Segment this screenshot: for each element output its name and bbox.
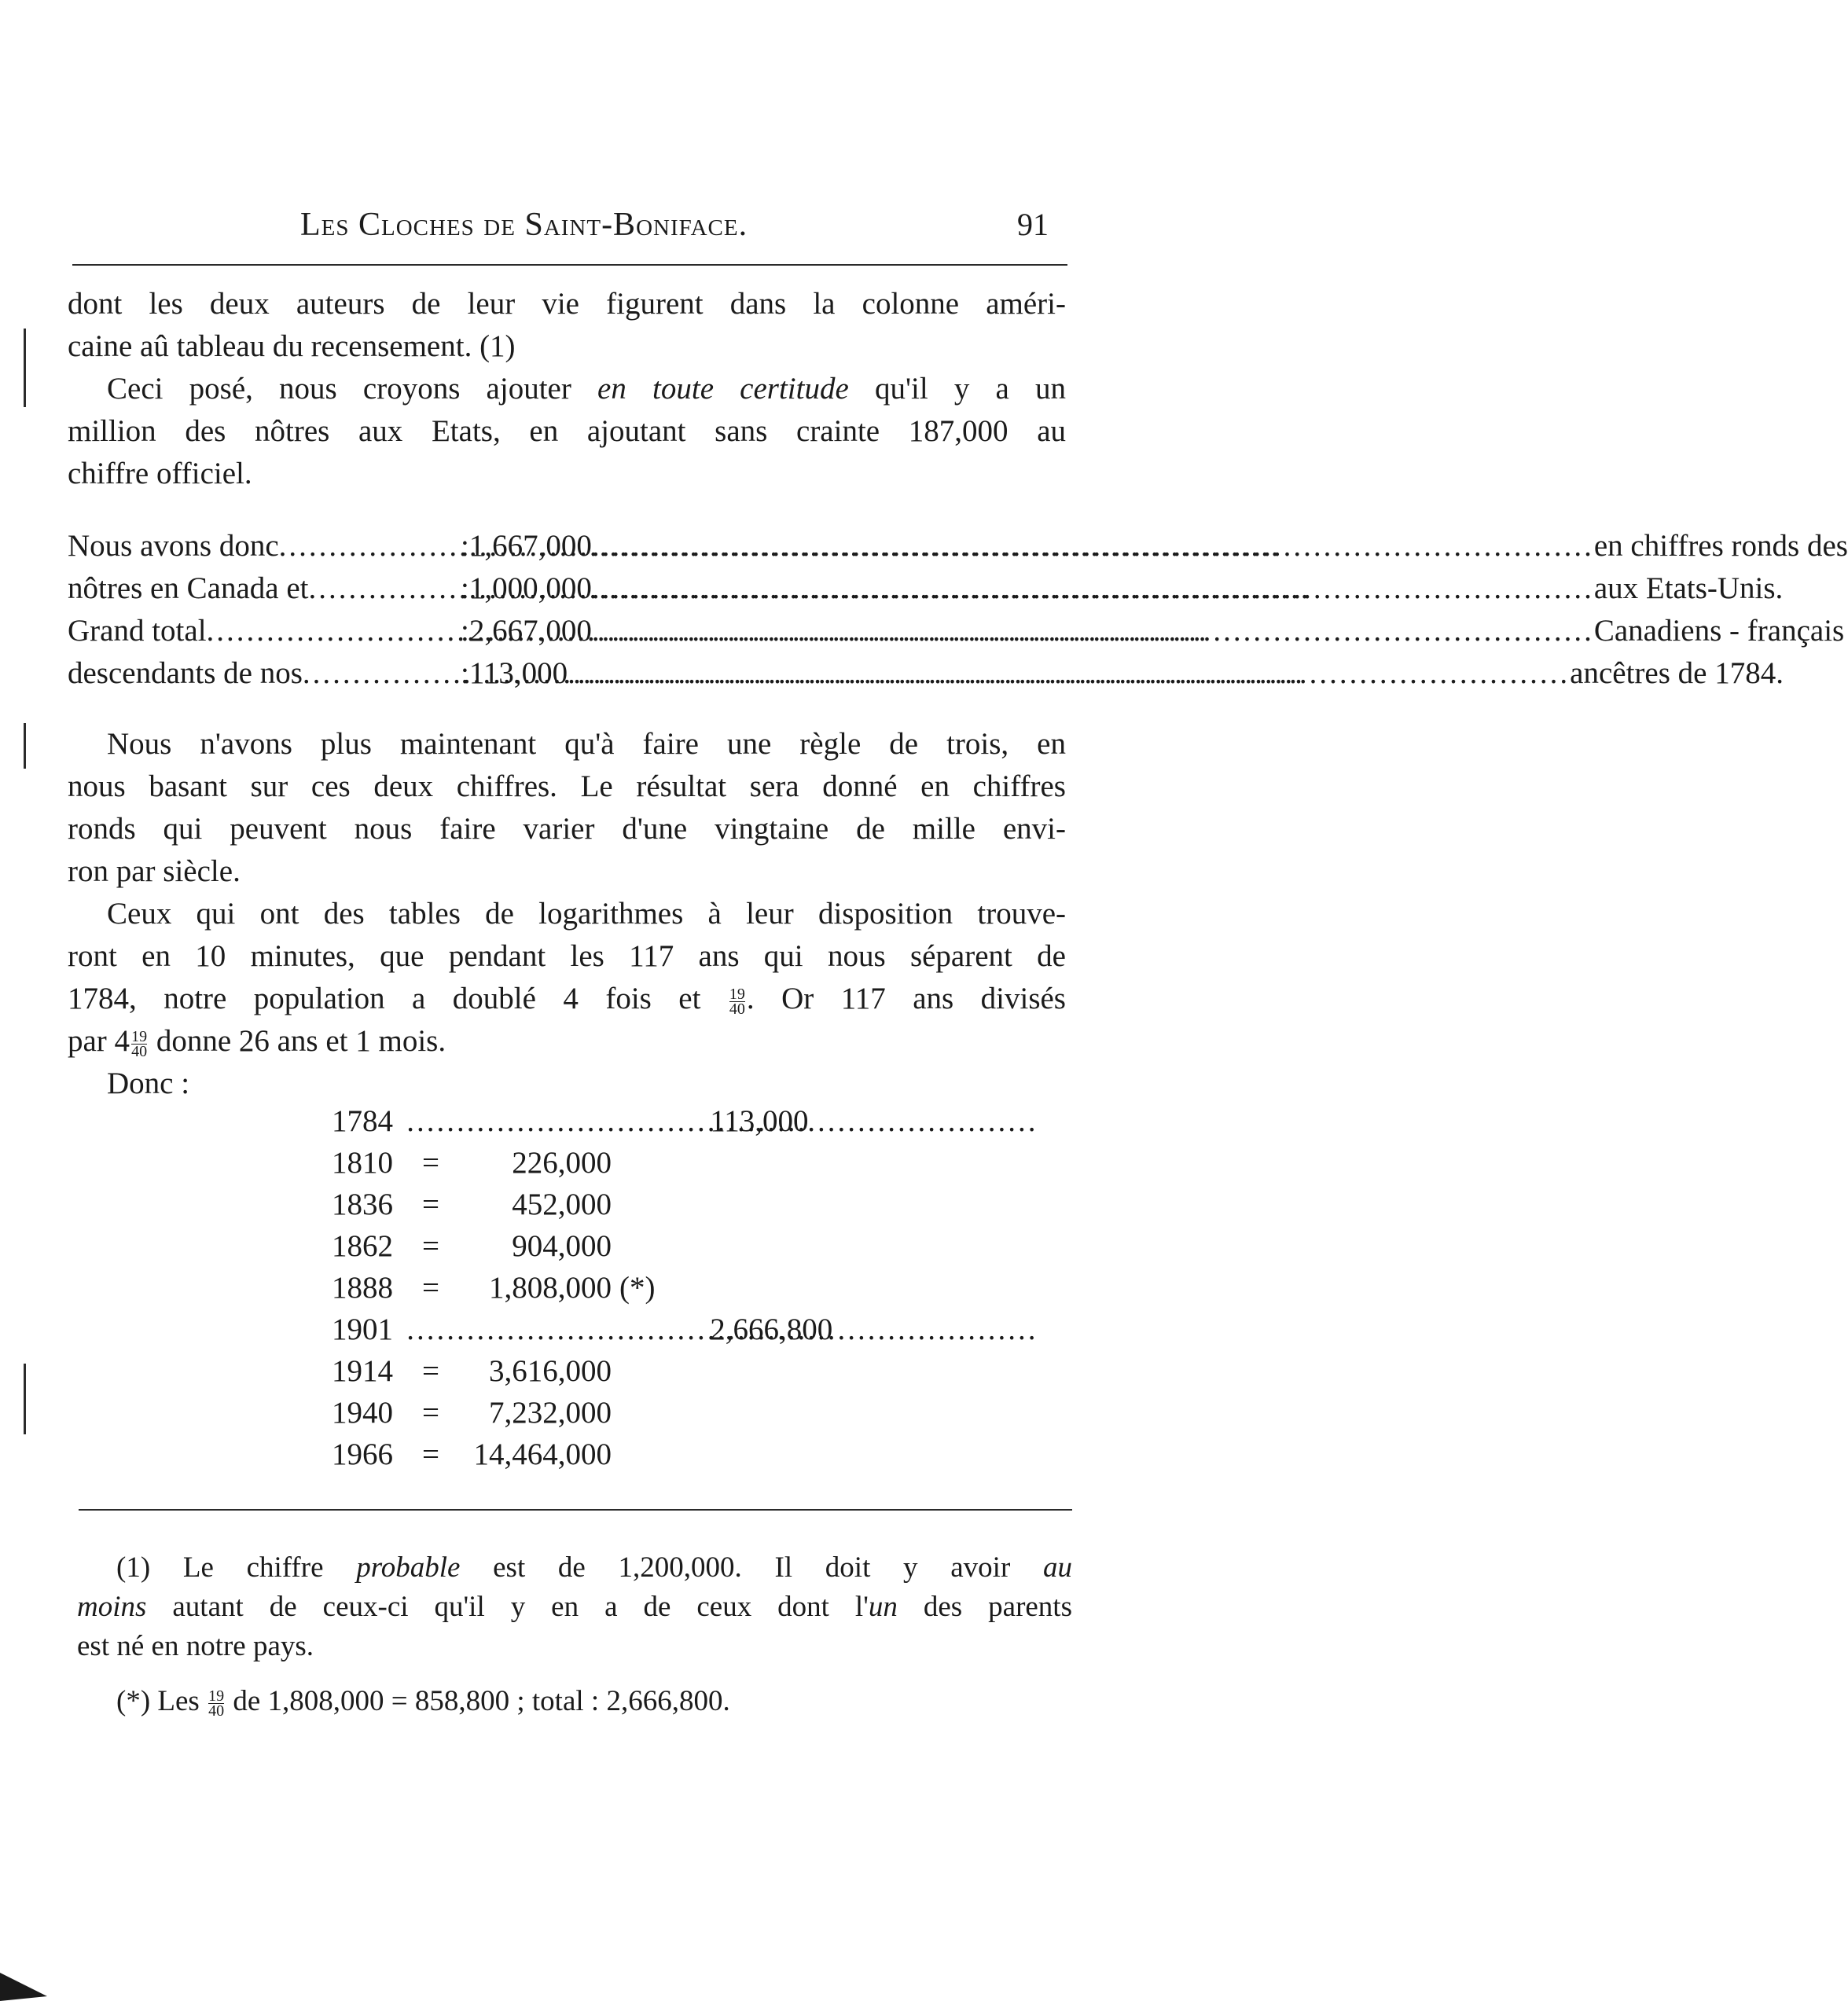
year: 1862: [332, 1229, 393, 1263]
equals-sign: =: [422, 1437, 439, 1471]
running-title: Les Cloches de Saint-Boniface.: [300, 207, 748, 243]
paragraph-continuation: [68, 283, 1066, 368]
text-line: Ceux qui ont des tables de logarithmes à leur disposition trouve-: [107, 897, 1066, 931]
footnote-line: [77, 1548, 1072, 1588]
fraction: [729, 987, 745, 1016]
year-row: [332, 1350, 835, 1392]
population: 14,464,000: [473, 1437, 612, 1471]
fraction-numerator: 19: [131, 1027, 148, 1045]
year-row: [332, 1309, 835, 1350]
fraction-denominator: 40: [131, 1042, 148, 1060]
population: 226,000: [512, 1146, 612, 1180]
text-line: ron par siècle.: [68, 854, 241, 888]
year-row: [332, 1142, 835, 1184]
fraction-numerator: 19: [729, 985, 745, 1003]
text-run: donne 26 ans et 1 mois.: [149, 1024, 446, 1058]
emphasis-text: un: [868, 1591, 898, 1623]
footnote-marker: (*): [619, 1271, 656, 1305]
running-header: [300, 206, 1055, 253]
text-line: [68, 1020, 1066, 1063]
footnote-line: [77, 1682, 1072, 1721]
population: 113,000: [710, 1104, 809, 1138]
population: 452,000: [512, 1188, 612, 1221]
text-line: ront en 10 minutes, que pendant les 117 ans qui nous séparent de: [68, 939, 1066, 973]
totals-row: [68, 652, 1784, 695]
totals-label-cell: [68, 525, 461, 567]
equals-sign: =: [422, 1188, 439, 1221]
text-run: autant de ceux-ci qu'il y en a de ceux dont l': [146, 1591, 869, 1623]
equals-sign: =: [422, 1396, 439, 1430]
totals-label-cell: [68, 610, 461, 652]
year-row: [332, 1267, 835, 1309]
year-row: [332, 1434, 835, 1475]
text-line: [68, 978, 1066, 1020]
fraction: [208, 1689, 224, 1718]
header-rule: [72, 264, 1067, 266]
totals-desc-cell: [592, 567, 1783, 610]
footnote-rule: [79, 1509, 1072, 1511]
totals-label-cell: [68, 652, 461, 695]
paragraph-logarithmes: [68, 893, 1066, 1105]
margin-mark: [24, 329, 26, 407]
footnote-asterisk: [77, 1682, 1072, 1721]
totals-label: nôtres en Canada et: [68, 571, 309, 605]
year-row: [332, 1184, 835, 1225]
text-line: million des nôtres aux Etats, en ajoutant sans crainte 187,000 au: [68, 414, 1066, 448]
population: 904,000: [512, 1229, 612, 1263]
donc-label: Donc :: [107, 1067, 190, 1100]
population: 7,232,000: [489, 1396, 612, 1430]
totals-value: 1,000,000: [468, 571, 592, 605]
paragraph-certitude: [68, 368, 1066, 495]
year: 1888: [332, 1271, 393, 1305]
text-line: dont les deux auteurs de leur vie figurent dans la colonne améri-: [68, 287, 1066, 321]
year-row: [332, 1225, 835, 1267]
totals-label: Nous avons donc: [68, 529, 279, 563]
totals-desc: ancêtres de 1784.: [1570, 656, 1784, 690]
totals-row: [68, 610, 1845, 652]
binding-edge-shadow: [0, 1965, 55, 2001]
margin-mark: [24, 723, 26, 769]
totals-row: [68, 525, 1848, 567]
population: 3,616,000: [489, 1354, 612, 1388]
text-run: de 1,808,000 = 858,800 ; total : 2,666,800.: [226, 1685, 730, 1717]
text-run: des parents: [897, 1591, 1072, 1623]
leader-dots: [592, 567, 1594, 610]
totals-row: [68, 567, 1784, 610]
year: 1940: [332, 1396, 393, 1430]
equals-sign: =: [422, 1146, 439, 1180]
footnote-line: [77, 1588, 1072, 1627]
totals-colon: :: [461, 614, 469, 648]
totals-desc: Canadiens - français: [1593, 614, 1845, 648]
fraction: [131, 1027, 148, 1060]
year: 1784: [332, 1104, 393, 1138]
totals-label-cell: [68, 567, 461, 610]
year: 1966: [332, 1437, 393, 1471]
footnote-line: est né en notre pays.: [77, 1630, 314, 1662]
totals-colon: :: [461, 571, 469, 605]
totals-value: 113,000: [468, 656, 568, 690]
page-number: 91: [1017, 207, 1049, 242]
text-run: par 4: [68, 1024, 130, 1058]
emphasis-text: probable: [356, 1551, 461, 1584]
totals-label: Grand total: [68, 614, 207, 648]
text-line: nous basant sur ces deux chiffres. Le résultat sera donné en chiffres: [68, 769, 1066, 803]
totals-desc-cell: [592, 525, 1848, 567]
text-run: est de 1,200,000. Il doit y avoir: [460, 1551, 1043, 1584]
totals-colon: :: [461, 656, 469, 690]
fraction-denominator: 40: [729, 1000, 745, 1018]
text-run: . Or 117 ans divisés: [746, 982, 1066, 1015]
totals-value: 2,667,000: [468, 614, 592, 648]
text-line: [68, 368, 1066, 410]
year-row: [332, 1100, 835, 1142]
fraction-numerator: 19: [208, 1687, 225, 1705]
year: 1810: [332, 1146, 393, 1180]
paragraph-regle-de-trois: [68, 723, 1066, 893]
leader-dots: [592, 610, 1594, 652]
text-run: (1) Le chiffre: [116, 1551, 357, 1584]
population: 1,808,000: [489, 1271, 612, 1305]
footnote-1: [77, 1548, 1072, 1666]
fraction-denominator: 40: [208, 1702, 225, 1720]
totals-table: [68, 525, 1848, 695]
totals-desc-cell: [592, 610, 1844, 652]
text-line: Nous n'avons plus maintenant qu'à faire une règle de trois, en: [107, 727, 1066, 761]
leader-dots: [568, 652, 1570, 695]
text-line: chiffre officiel.: [68, 457, 252, 490]
emphasis-text: au: [1042, 1551, 1072, 1584]
leader-dots: [406, 1309, 707, 1350]
text-run: qu'il y a un: [848, 372, 1067, 406]
text-run: 1784, notre population a doublé 4 fois et: [68, 982, 728, 1015]
margin-mark: [24, 1364, 26, 1434]
emphasis-text: en toute certitude: [597, 372, 849, 406]
year: 1901: [332, 1313, 393, 1346]
equals-sign: =: [422, 1229, 439, 1263]
population: 2,666,800: [710, 1313, 833, 1346]
leader-dots: [406, 1100, 707, 1142]
equals-sign: =: [422, 1271, 439, 1305]
totals-colon: :: [461, 529, 469, 563]
totals-desc: aux Etats-Unis.: [1593, 571, 1784, 605]
totals-value: 1,667,000: [468, 529, 592, 563]
totals-desc: en chiffres ronds des: [1593, 529, 1848, 563]
year: 1914: [332, 1354, 393, 1388]
year: 1836: [332, 1188, 393, 1221]
text-line: caine aû tableau du recensement. (1): [68, 329, 516, 363]
totals-label: descendants de nos: [68, 656, 303, 690]
totals-desc-cell: [568, 652, 1784, 695]
population-projection-table: [332, 1100, 835, 1475]
text-run: Ceci posé, nous croyons ajouter: [107, 372, 598, 406]
emphasis-text: moins: [77, 1591, 147, 1623]
text-run: (*) Les: [116, 1685, 208, 1717]
year-row: [332, 1392, 835, 1434]
text-line: ronds qui peuvent nous faire varier d'une vingtaine de mille envi-: [68, 812, 1066, 846]
leader-dots: [592, 525, 1594, 567]
equals-sign: =: [422, 1354, 439, 1388]
